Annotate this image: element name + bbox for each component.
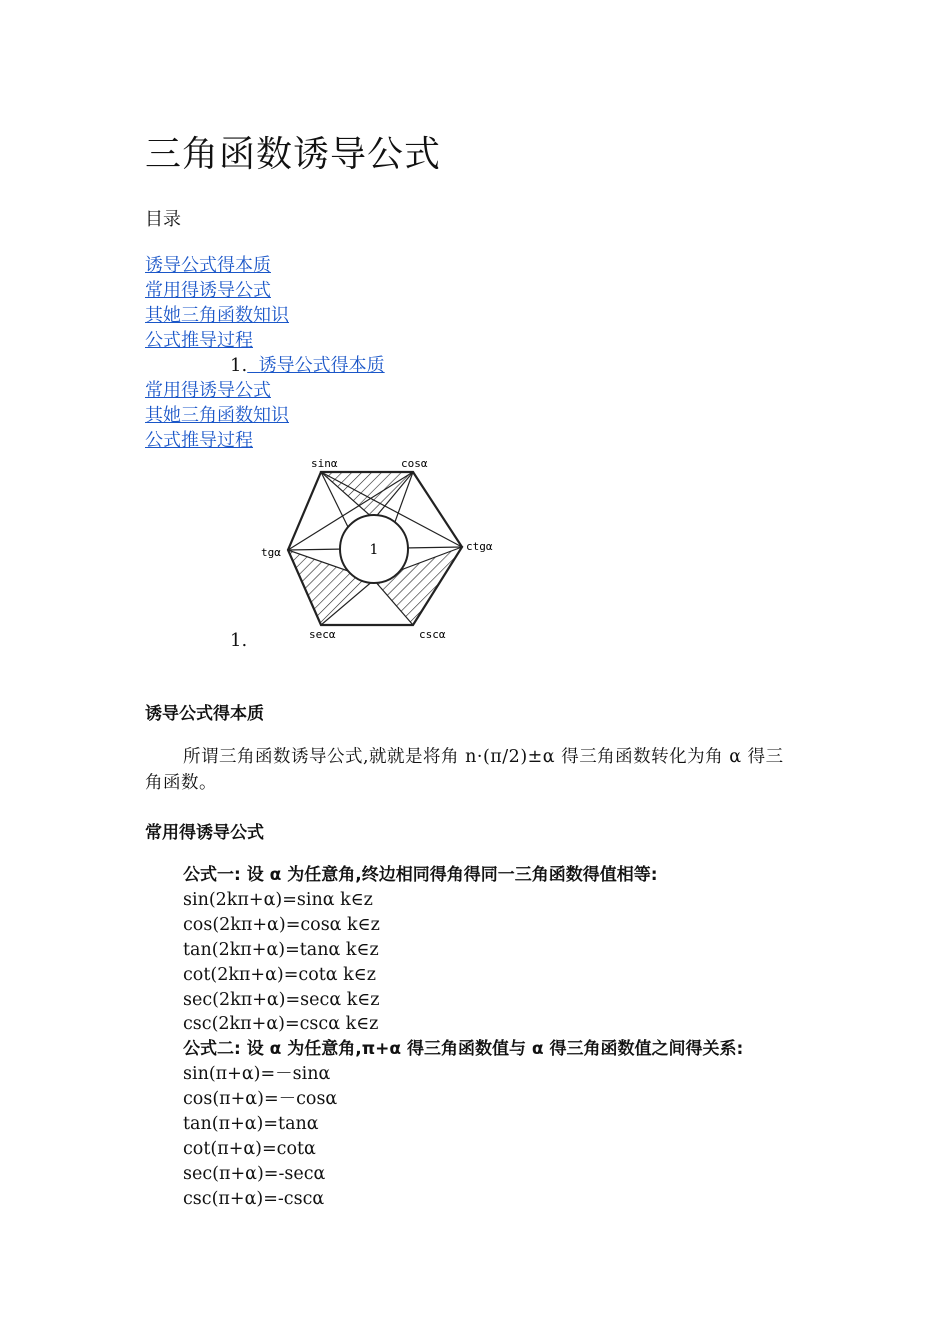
formula2-line-cot: cot(π+α)=cotα [183,1138,316,1159]
toc-link-derivation-2[interactable]: 公式推导过程 [145,430,253,451]
formula-list [183,863,743,1212]
toc-link-numbered-essence[interactable]: 诱导公式得本质 [247,355,385,376]
formula2-line-tan: tan(π+α)=tanα [183,1114,319,1135]
center-label: 1 [369,542,379,558]
formula1-line-sec: sec(2kπ+α)=secα k∈z [183,989,380,1010]
toc-label: 目录 [145,209,181,230]
formula2-line-csc: csc(π+α)=-cscα [183,1188,325,1209]
section-heading-common: 常用得诱导公式 [145,823,264,843]
toc-link-derivation[interactable]: 公式推导过程 [145,330,253,351]
figure-number: 1. [230,630,248,651]
formula2-heading: 公式二: 设 α 为任意角,π+α 得三角函数值与 α 得三角函数值之间得关系: [183,1039,744,1060]
formula1-line-csc: csc(2kπ+α)=cscα k∈z [183,1014,379,1035]
formula1-heading: 公式一: 设 α 为任意角,终边相同得角得同一三角函数得值相等: [183,865,658,885]
trig-hexagon-diagram [255,450,515,650]
label-tg: tgα [261,546,281,559]
toc-link-other[interactable]: 其她三角函数知识 [145,305,289,326]
label-sec: secα [309,628,336,641]
formula2-line-sec: sec(π+α)=-secα [183,1163,326,1184]
label-sin: sinα [311,457,338,470]
formula1-line-sin: sin(2kπ+α)=sinα k∈z [183,889,373,910]
formula1-line-cot: cot(2kπ+α)=cotα k∈z [183,964,376,985]
essence-paragraph: 所谓三角函数诱导公式,就就是将角 n·(π/2)±α 得三角函数转化为角 α 得三角函数。 [145,747,784,793]
toc-number: 1. [230,355,248,376]
toc-links [145,253,385,453]
formula1-line-cos: cos(2kπ+α)=cosα k∈z [183,914,380,935]
label-ctg: ctgα [466,540,493,553]
label-csc: cscα [419,628,446,641]
toc-link-common[interactable]: 常用得诱导公式 [145,280,271,301]
label-cos: cosα [401,457,428,470]
toc-link-essence[interactable]: 诱导公式得本质 [145,255,271,276]
section-heading-essence: 诱导公式得本质 [145,704,264,724]
formula2-line-cos: cos(π+α)=－cosα [183,1089,338,1110]
toc-numbered-item [145,353,385,378]
page-title: 三角函数诱导公式 [145,134,442,175]
toc-link-other-2[interactable]: 其她三角函数知识 [145,405,289,426]
toc-link-common-2[interactable]: 常用得诱导公式 [145,380,271,401]
formula2-line-sin: sin(π+α)=－sinα [183,1064,331,1085]
formula1-line-tan: tan(2kπ+α)=tanα k∈z [183,939,379,960]
